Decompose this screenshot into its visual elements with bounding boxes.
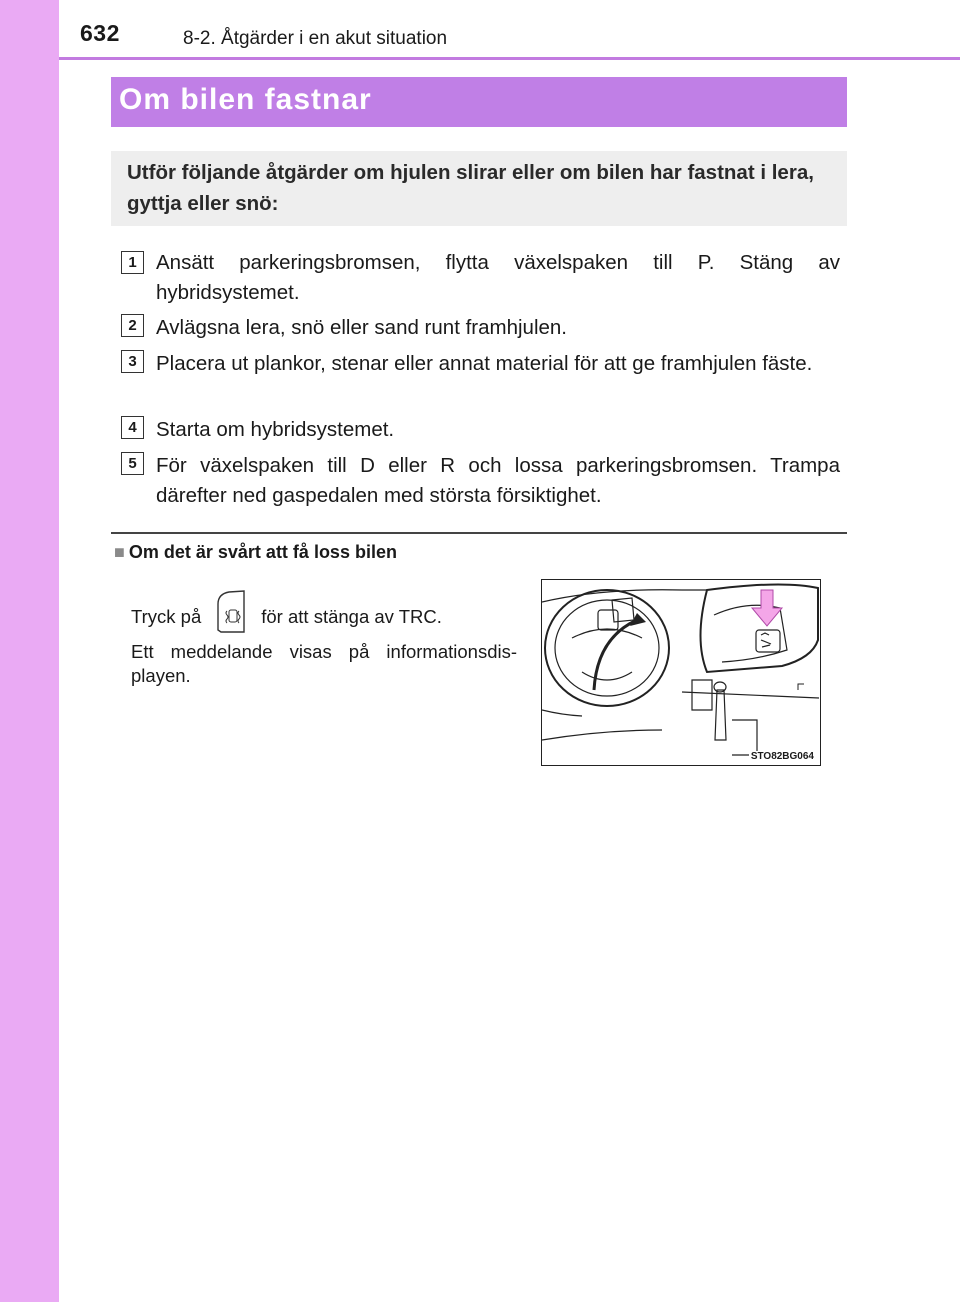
- step-number-4: 4: [121, 416, 144, 439]
- message-text: Ett meddelande visas på informationsdis-playen.: [131, 641, 517, 686]
- step-number-1: 1: [121, 251, 144, 274]
- intro-box: [111, 151, 847, 226]
- subsection-heading: [114, 542, 397, 563]
- page-number: 632: [80, 20, 120, 46]
- step-number-5: 5: [121, 452, 144, 475]
- trc-instruction-before: Tryck på: [131, 605, 202, 627]
- step-text-4: Starta om hybridsystemet.: [156, 418, 395, 441]
- step-text-3: Placera ut plankor, stenar eller annat material för att ge framhjulen fäste.: [156, 352, 813, 375]
- step-text-1: Ansätt parkeringsbromsen, flytta växelspaken till P. Stäng av hybridsystemet.: [156, 251, 840, 304]
- section-divider: [111, 532, 847, 534]
- square-bullet-icon: ■: [114, 542, 125, 562]
- trc-off-button-icon: [215, 590, 247, 634]
- highlight-arrow-icon: [752, 590, 782, 626]
- step-number-3: 3: [121, 350, 144, 373]
- header-divider: [59, 57, 960, 60]
- intro-text: Utför följande åtgärder om hjulen slirar eller om bilen har fastnat i lera, gyttja eller snö:: [127, 161, 814, 215]
- page-title: Om bilen fastnar: [119, 83, 372, 116]
- step-number-2: 2: [121, 314, 144, 337]
- trc-instruction: [131, 596, 442, 640]
- step-text-5: För växelspaken till D eller R och lossa parkeringsbromsen. Trampa därefter ned gaspedalen med största försiktighet.: [156, 454, 840, 507]
- section-header: 8-2. Åtgärder i en akut situation: [183, 28, 448, 49]
- trc-instruction-after: för att stänga av TRC.: [261, 605, 442, 627]
- step-text-2: Avlägsna lera, snö eller sand runt framhjulen.: [156, 316, 567, 339]
- page-title-bar: [111, 77, 847, 127]
- chapter-side-strip: [0, 0, 59, 1302]
- steering-wheel-illustration: [541, 579, 821, 766]
- figure-code: STO82BG064: [750, 751, 814, 762]
- dashboard-drawing: [542, 580, 819, 764]
- subsection-heading-text: Om det är svårt att få loss bilen: [128, 542, 397, 562]
